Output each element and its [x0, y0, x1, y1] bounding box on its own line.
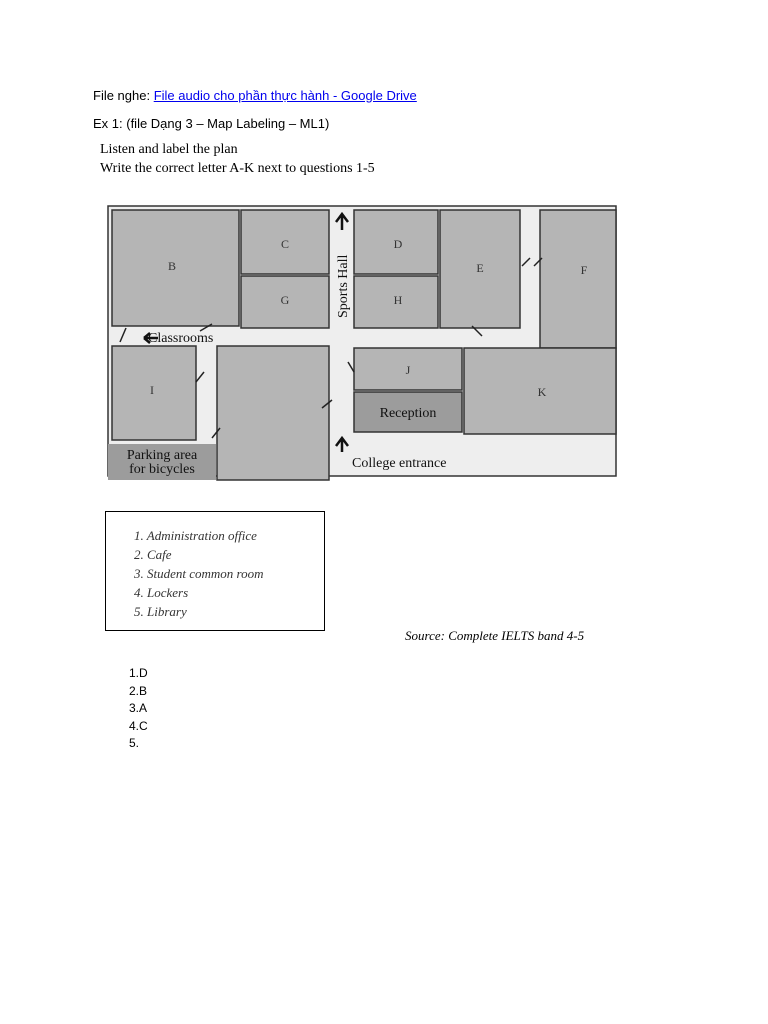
floor-plan-map — [100, 196, 622, 490]
answer-item — [117, 666, 148, 684]
answer-item — [117, 718, 148, 737]
room-i — [112, 346, 196, 440]
answer-item — [117, 736, 139, 754]
question-2: 2. Cafe — [134, 547, 172, 562]
label-k: K — [537, 385, 547, 399]
label-i: I — [150, 383, 154, 397]
label-c: C — [280, 237, 290, 251]
question-1: 1. Administration office — [134, 528, 257, 543]
label-f: F — [580, 263, 588, 277]
source-citation: Source: Complete IELTS band 4-5 — [405, 628, 585, 643]
answer-value: A — [139, 701, 148, 715]
google-drive-link[interactable]: File audio cho phần thực hành - Google Drive — [153, 88, 417, 103]
instruction-2: Write the correct letter A-K next to questions 1-5 — [100, 161, 375, 176]
answer-item — [117, 683, 148, 702]
room-f — [540, 210, 616, 348]
question-4: 4. Lockers — [134, 585, 189, 600]
label-d: D — [393, 237, 403, 251]
label-h: H — [393, 293, 403, 307]
answer-number: 2. — [128, 683, 139, 698]
questions-box — [105, 511, 325, 631]
instruction-1: Listen and label the plan — [100, 142, 238, 157]
label-g: G — [280, 293, 290, 307]
answer-value: B — [139, 683, 148, 698]
room-a — [217, 346, 329, 480]
answer-list — [117, 666, 148, 754]
reception-label: Reception — [379, 406, 437, 421]
file-label: File nghe: — [93, 88, 154, 103]
label-b: B — [167, 259, 177, 273]
answer-item — [117, 701, 148, 719]
college-entrance-label: College entrance — [352, 456, 447, 471]
parking-label-line2: for bicycles — [129, 462, 195, 477]
answer-number: 3. — [128, 701, 139, 715]
answer-number: 1. — [128, 666, 139, 680]
answer-value: D — [139, 666, 148, 680]
answer-number: 5. — [128, 736, 139, 750]
label-e: E — [476, 261, 484, 275]
parking-label-line1: Parking area — [126, 448, 198, 463]
file-line — [93, 88, 417, 103]
sports-hall-label: Sports Hall — [336, 254, 351, 318]
exercise-title: Ex 1: (file Dạng 3 – Map Labeling – ML1) — [93, 116, 330, 131]
question-5: 5. Library — [134, 604, 187, 619]
answer-number: 4. — [128, 718, 139, 733]
answer-value: C — [139, 718, 148, 733]
label-j: J — [405, 363, 411, 377]
question-3: 3. Student common room — [134, 566, 264, 581]
classrooms-label: Classrooms — [148, 331, 214, 346]
